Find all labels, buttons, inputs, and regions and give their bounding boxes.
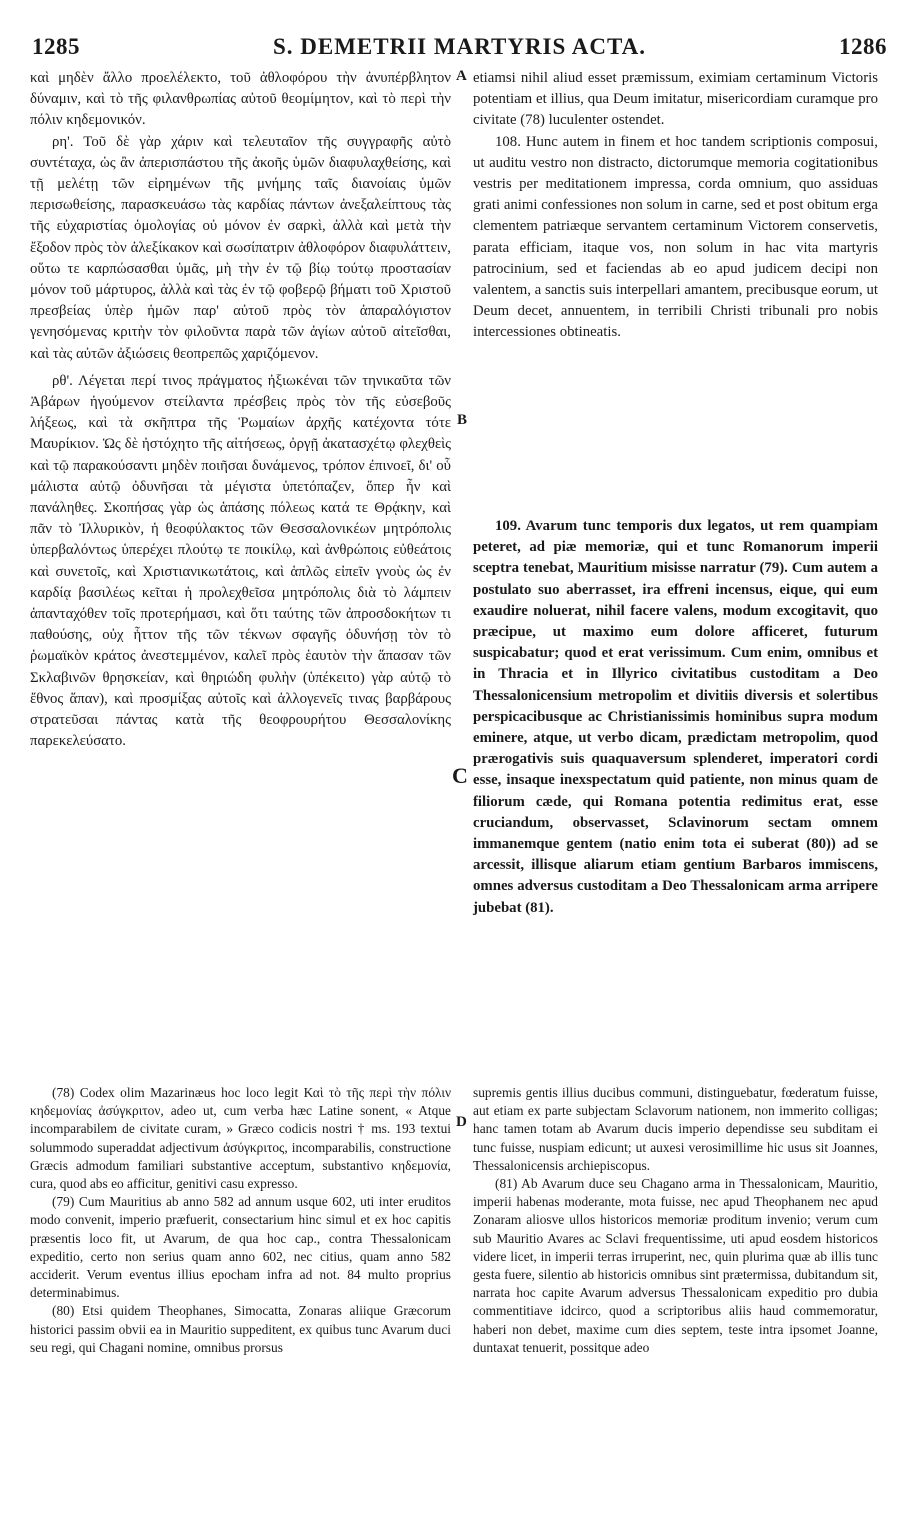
- footnotes-right: [473, 1084, 878, 1357]
- latin-paragraph-108: 108. Hunc autem in finem et hoc tandem scriptionis composui, ut auditu vestro non distracto, dictorumque memoria cogitationibus vestris per meditationem impressa, corda omnium, quo assiduas grati animi confessiones non solum in carne, sed et post obitum erga clementem patriæque servantem certaminum Victorem conservetis, parata efficiam, itaque vos, non solum in hac vita martyris patrocinium, sed et faciendas ab eo apud judicem decipi non valentem, a sanctis suis interpellari amantem, precibusque eorum, ut Deum decet, annuentem, in terribili Christi tribunali pro nobis intercessiones obtineatis.: [473, 133, 878, 341]
- margin-marker-c: C: [452, 763, 468, 788]
- footnote-78: (78) Codex olim Mazarinæus hoc loco legit Καὶ τὸ τῆς περὶ τὴν πόλιν κηδεμονίας ἀσύγκριτον, adeo ut, cum verba hæc Latine sonent, « Atque incomparabilem de civitate curam, » Græco codicis nostri † ms. 193 textui solummodo superaddat adjectivum ἀσύγκριτος, incomparabilis, constructione Græcis admodum familiari substantive acceptum, substantivo κηδεμονία, cura, quod abs eo afficitur, genitivi casu expresso.: [30, 1085, 451, 1192]
- footnote-79: (79) Cum Mauritius ab anno 582 ad annum usque 602, uti inter eruditos modo convenit, imperio præfuerit, consectarium hinc simul et ex hoc capitis præsentis loco fit, ut Avarum, de qua hoc cap., contra Thessalonicam expeditio, certo non serius quam anno 602, nec citius, quam anno 582 acciderit. Verum eventus illius epocham infra ad not. 84 multo proprius determinabimus.: [30, 1194, 451, 1301]
- running-title: S. DEMETRII MARTYRIS ACTA.: [272, 34, 646, 59]
- latin-column: [473, 68, 878, 344]
- margin-marker-b: B: [457, 412, 468, 428]
- footnotes-left: [30, 1084, 451, 1357]
- latin-column-lower: [473, 516, 878, 919]
- greek-paragraph-109: ρθ'. Λέγεται περί τινος πράγματος ἠξιωκέναι τῶν τηνικαῦτα τῶν Ἀβάρων ἡγούμενον στείλαντα πρέσβεις πρὸς τὸν τῆς εὐσεβοῦς λήξεως, καὶ τὰ σκῆπτρα τῆς Ῥωμαίων ἀρχῆς κατέχοντα τότε Μαυρίκιον. Ὡς δὲ ἠστόχητο τῆς αἰτήσεως, ὀργῇ ἀκατασχέτῳ φλεχθεὶς καὶ τῷ παρακούσαντι μηδὲν ποιῆσαι δυνάμενος, τρόπον ἐπινοεῖ, δι' οὗ μάλιστα αὐτῷ ὀδυνῆσαι τὰ μέγιστα ὑπετόπαζεν, ὅπερ ἦν καὶ πανάληθες. Σκοπήσας γὰρ ὡς ἁπάσης πόλεως κατά τε Θρᾴκην, καὶ πᾶν τὸ Ἰλλυρικὸν, ἡ θεοφύλακτος τῶν Θεσσαλονικέων μητρόπολις ὑπερβαλόντως ὑπερέχει πλούτῳ τε ποικίλῳ, καὶ ἀνθρώποις εὐθεάτοις καὶ συνετοῖς, καὶ Χριστιανικωτάτοις, καὶ ἁπλῶς εἰπεῖν γνοὺς ὡς ἐν καρδίᾳ βασιλέως κεῖται ἡ προλεχθεῖσα μητρόπολις διὰ τὸ λάμπειν ἁπανταχόθεν τοῖς προτερήμασι, καὶ ὅτι ταύτης τῶν ἀπροσδοκήτων τι παθούσης, οὐχ ἧττον τῆς τῶν τέκνων σφαγῆς ὀδυνήσῃ τὸν τὸ ῥωμαϊκὸν κράτος ἀνεστεμμένον, καλεῖ πρὸς ἑαυτὸν τὴν ἅπασαν τῶν Σκλαβινῶν θρησκείαν, καὶ θηριώδη φυλὴν (ὑπέκειτο) γὰρ αὐτῷ τὸ ἔθνος ἅπαν), καὶ προσμίξας αὐτοῖς καὶ ἀλλογενεῖς τινας βαρβάρους στρατεῦσαι πάντας κατὰ τῆς θεοφρουρήτου Θεσσαλονίκης παρεκελεύσατο.: [30, 372, 451, 750]
- greek-column: [30, 68, 451, 753]
- footnote-80: (80) Etsi quidem Theophanes, Simocatta, Zonaras aliique Græcorum historici passim obvii ea in Mauritio suppeditent, ex quibus tunc Avarum duci seu regi, qui Chagani nomine, omnibus prorsus: [30, 1303, 451, 1355]
- footnote-81: (81) Ab Avarum duce seu Chagano arma in Thessalonicam, Mauritio, imperii habenas moderante, mota fuisse, nec apud Theophanem nec apud Zonaram aliosve ullos historicos memoriæ proditum invenio; verum cum sub Mauritio Avares ac Sclavi frequentissime, uti apud eosdem historicos videre licet, in imperii terras irruperint, nec, quin plurima quæ ab illis tunc gesta fuere, silentio ab historicis omnibus sint prætermissa, dubitandum sit, narrata hoc capite Avarum adversus Thessalonicam expeditio pro dubia commentitiave idcirco, quod a scriptoribus aliis haud commemoratur, haberi non debet, maxime cum dies septem, teste intra ipsomet Joanne, duntaxat tenuerit, possitque adeo: [473, 1176, 878, 1355]
- page-number-left: 1285: [32, 34, 80, 59]
- latin-paragraph-1: etiamsi nihil aliud esset præmissum, eximiam certaminum Victoris potentiam et illius, qua Deum imitatur, misericordiam curamque pro civitate (78) luculenter ostendet.: [473, 70, 878, 129]
- greek-paragraph-1: καὶ μηδὲν ἄλλο προελέλεκτο, τοῦ ἀθλοφόρου τὴν ἀνυπέρβλητον δύναμιν, καὶ τὸ τῆς φιλανθρωπίας αὐτοῦ θεομίμητον, καὶ τὸ περὶ τὴν πόλιν κηδεμονικόν.: [30, 70, 451, 129]
- footnote-80-continued: supremis gentis illius ducibus communi, distinguebatur, fœderatum fuisse, aut etiam ex parte subjectam Sclavorum nationem, non immerito colligas; hanc tamen totam ab Avarum ducis imperio dependisse seu subditam ei tunc fuisse, nuspiam edicunt; ut auxesi verosimillime hic usus sit Joannes, Thessalonicensis archiepiscopus.: [473, 1085, 878, 1173]
- margin-marker-d: D: [456, 1114, 467, 1130]
- margin-marker-a: A: [456, 68, 467, 84]
- page-number-right: 1286: [839, 34, 887, 59]
- running-header: [32, 34, 887, 64]
- latin-paragraph-109: 109. Avarum tunc temporis dux legatos, ut rem quampiam peteret, ad piæ memoriæ, qui et tunc Romanorum imperii sceptra tenebat, Mauritium misisse narratur (79). Cum autem a postulato suo aberrasset, ira effreni incensus, eique, qui eum exaudire noluerat, nihil facere valens, modum excogitavit, quo præcipue, ut maximo eum dolore afficeret, futurum suspicabatur; quod et erat verissimum. Cum enim, omnibus et in Thracia et in Illyrico civitatibus custoditam a Deo Thessalonicensium metropolim et divitiis diversis et solertibus perspicacibusque ac Christianissimis hominibus supra modum eminere, atque, ut verbo dicam, prædictam metropolim, quod prærogativis suis quaquaversum splenderet, imperatori cordi esse, insaque inexspectatum quid patiente, non minus quam de filiorum cæde, qui Romana potentia redimitus erat, esse cruciandum, observasset, Sclavinorum sectam omnem immanemque gentem (natio enim tota ei suberat (80)) ad se arcessit, illisque aliarum etiam gentium Barbaros immiscens, omnes adversus custoditam a Deo Thessalonicam arma arripere jubebat (81).: [473, 518, 878, 916]
- greek-paragraph-108: ρη'. Τοῦ δὲ γὰρ χάριν καὶ τελευταῖον τῆς συγγραφῆς αὐτὸ συντέταχα, ὡς ἂν ἀπερισπάστου τῆς ἀκοῆς ὑμῶν διαφυλαχθείσης, καὶ τῇ μελέτῃ τῶν εἰρημένων τῆς μνήμης ταῖς διανοίαις ὑμῶν περισωθείσης, παρασκευάσω τὰς καρδίας πάντων ἀνεξαλείπτους τὰς τῆς εὐχαριστίας ὁμολογίας οὐ μόνον ἐν σαρκὶ, ἀλλὰ καὶ μετὰ τὴν ἔξοδον πρὸς τὸν ἀλεξίκακον καὶ σωσίπατριν ἀθλοφόρον διαφυλάττειν, οὕτω τε καρπώσασθαι ὑμᾶς, μὴ τὴν ἐν τῷ βίῳ τούτῳ προστασίαν μόνον τοῦ μάρτυρος, ἀλλὰ καὶ τὰς ἐν τῷ φοβερῷ βήματι τοῦ Χριστοῦ πρεσβείας ὑπὲρ ἡμῶν παρ' αὐτοῦ πρὸς τὸν ἀπαραλόγιστον γενησόμενας κριτὴν τὸν φιλοῦντα παρὰ τῶν ἁγίων αὐτοῦ αἰτεῖσθαι, καὶ τὰς αὐτῶν ἀξιώσεις θεοπρεπῶς χαριζόμενον.: [30, 133, 451, 362]
